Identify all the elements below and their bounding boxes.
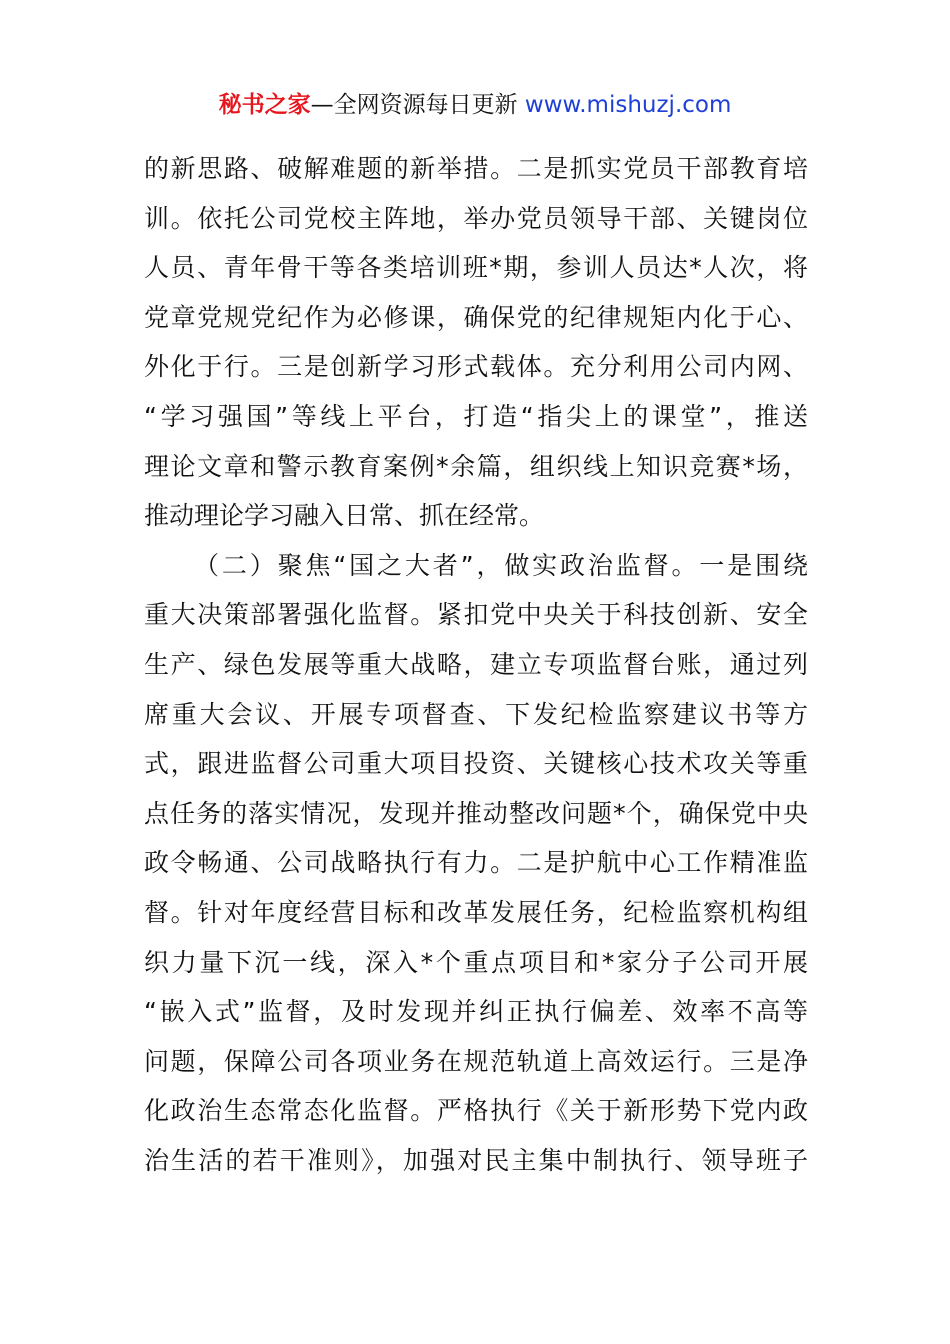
text-line: 治生活的若干准则》，加强对民主集中制执行、领导班子: [144, 1145, 808, 1175]
text-line: 训。依托公司党校主阵地，举办党员领导干部、关键岗位: [144, 203, 808, 233]
site-tagline: —全网资源每日更新: [310, 92, 518, 118]
site-url-link[interactable]: www.mishuzj.com: [524, 92, 732, 118]
text-line: 重大决策部署强化监督。紧扣党中央关于科技创新、安全: [144, 600, 808, 630]
text-line: “嵌入式”监督，及时发现并纠正执行偏差、效率不高等: [144, 997, 808, 1027]
text-line: 化政治生态常态化监督。严格执行《关于新形势下党内政: [144, 1096, 808, 1126]
text-line: 织力量下沉一线，深入*个重点项目和*家分子公司开展: [144, 947, 808, 977]
page-header: [0, 88, 950, 122]
text-line: 外化于行。三是创新学习形式载体。充分利用公司内网、: [144, 352, 808, 382]
text-line: 生产、绿色发展等重大战略，建立专项监督台账，通过列: [144, 649, 808, 679]
text-line: 席重大会议、开展专项督查、下发纪检监察建议书等方: [144, 699, 808, 729]
text-line: 理论文章和警示教育案例*余篇，组织线上知识竞赛*场，: [144, 451, 808, 481]
paragraph-end-line: 推动理论学习融入日常、抓在经常。: [144, 501, 545, 531]
text-line: 政令畅通、公司战略执行有力。二是护航中心工作精准监: [144, 848, 808, 878]
text-line: 督。针对年度经营目标和改革发展任务，纪检监察机构组: [144, 897, 808, 927]
text-line: 式，跟进监督公司重大项目投资、关键核心技术攻关等重: [144, 749, 808, 779]
document-body: [144, 144, 808, 1185]
text-line: 的新思路、破解难题的新举措。二是抓实党员干部教育培: [144, 154, 808, 183]
text-line: 问题，保障公司各项业务在规范轨道上高效运行。三是净: [144, 1046, 808, 1076]
text-line: 人员、青年骨干等各类培训班*期，参训人员达*人次，将: [144, 253, 808, 283]
text-line: 点任务的落实情况，发现并推动整改问题*个，确保党中央: [144, 798, 808, 828]
site-brand[interactable]: 秘书之家: [218, 92, 311, 118]
text-line: “学习强国”等线上平台，打造“指尖上的课堂”，推送: [144, 401, 808, 431]
text-line: 党章党规党纪作为必修课，确保党的纪律规矩内化于心、: [144, 302, 808, 332]
section-heading-line: （二）聚焦“国之大者”，做实政治监督。一是围绕: [194, 550, 808, 580]
